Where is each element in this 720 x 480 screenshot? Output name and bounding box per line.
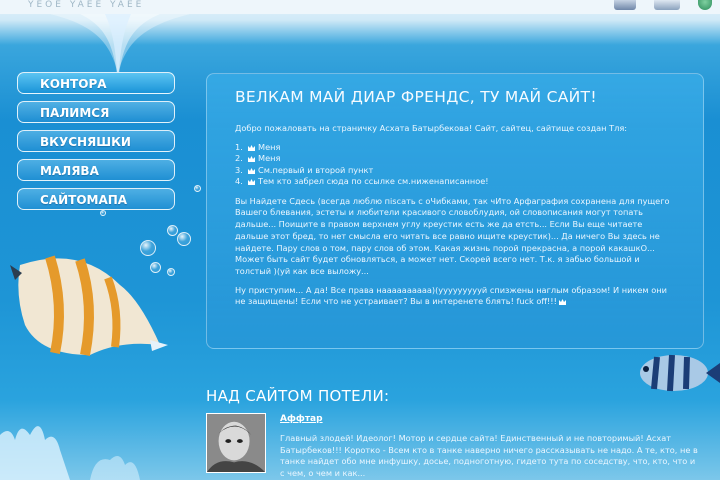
reason-list [235,142,675,188]
main-nav [17,72,175,217]
nav-item-saytomapa[interactable]: САЙТОМАПА [17,188,175,210]
list-item-text: Меня [258,153,281,164]
list-number: 4. [235,176,243,187]
bubble-icon [177,232,191,246]
intro-text: Добро пожаловать на страничку Асхата Батырбекова! Сайт, сайтец, сайтище создан Тля: [235,123,628,133]
list-item [235,165,675,177]
fish-icon [10,245,170,365]
body-paragraph: Вы Найдете Сдесь (всегда люблю пisсать с оЧибками, так чИто Арфаграфия сохранена для пущего Вашего блевания, эстеты и любители красивого словоблудия, ой словописания могут топать дальше... Поищите в правом верхнем углу креустик есть же да етсть... Если Вы еще читаете дальше этот бред, то нет смысла его читать все равно ищите креустик)... Да ничего Вы здесь не найдете. Пару слов о том, пару слов об этом. Какая жизнь порой прекрасна, а порой какашкО... Может быть сайт будет обновляться, а может нет. Скорей всего нет. Т.к. я забью большой и толстый )(уй как все выложу... [235,195,670,276]
author-name-link[interactable]: Аффтар [280,414,323,424]
top-icons [614,0,712,10]
nav-item-vkusnyashki[interactable]: ВКУСНЯШКИ [17,130,175,152]
rights-paragraph [235,285,675,308]
crown-icon [248,156,255,162]
author-description: Главный злодей! Идеолог! Мотор и сердце сайта! Единственный и не повторимый! Асхат Батырбеков!!! Коротко - Всем кто в танке наверно ничего рассказывать не надо. А те, кто, не в танке найдет обо мне инфушку, досье, подноготную, гидето тута по соседству, что, кто, что и с чем, о чем и как... [280,433,698,478]
globe-icon[interactable] [698,0,712,10]
coral-icon [0,395,200,480]
author-block [206,413,716,480]
list-item-text: См.первый и второй пункт [258,164,374,175]
bubble-icon [194,185,201,192]
content-panel [206,73,704,349]
list-item-text: Меня [258,141,281,152]
list-item [235,153,675,165]
list-item [235,176,675,188]
home-icon[interactable] [614,0,636,10]
list-number: 1. [235,141,243,152]
crown-icon [248,145,255,151]
crown-icon [248,168,255,174]
mail-icon[interactable] [654,0,680,10]
bubble-icon [167,225,178,236]
nav-item-palimsya[interactable]: ПАЛИМСЯ [17,101,175,123]
site-logo[interactable]: YEOE YAEE YAEE [28,0,145,10]
section-title: НАД САЙТОМ ПОТЕЛИ: [206,387,390,406]
rights-text: Ну приступим... А да! Все права наааааааааа)(уууууууууй спизжены наглым образом! И никем они не защищены! Если что не устраивает? Вы в интеренете блять! fuck off!!! [235,284,667,307]
page-title: ВЕЛКАМ МАЙ ДИАР ФРЕНДС, ТУ МАЙ САЙТ! [235,88,597,106]
list-number: 3. [235,164,243,175]
list-item [235,142,675,154]
list-number: 2. [235,153,243,164]
nav-item-kontora[interactable]: КОНТОРА [17,72,175,94]
fish-icon [632,345,720,400]
crown-icon [559,299,566,305]
list-item-text: Тем кто забрел сюда по ссылке см.ниженаписанное! [258,176,489,187]
crown-icon [248,179,255,185]
avatar-image [207,414,265,472]
avatar[interactable] [206,413,266,473]
nav-item-malyava[interactable]: МАЛЯВА [17,159,175,181]
